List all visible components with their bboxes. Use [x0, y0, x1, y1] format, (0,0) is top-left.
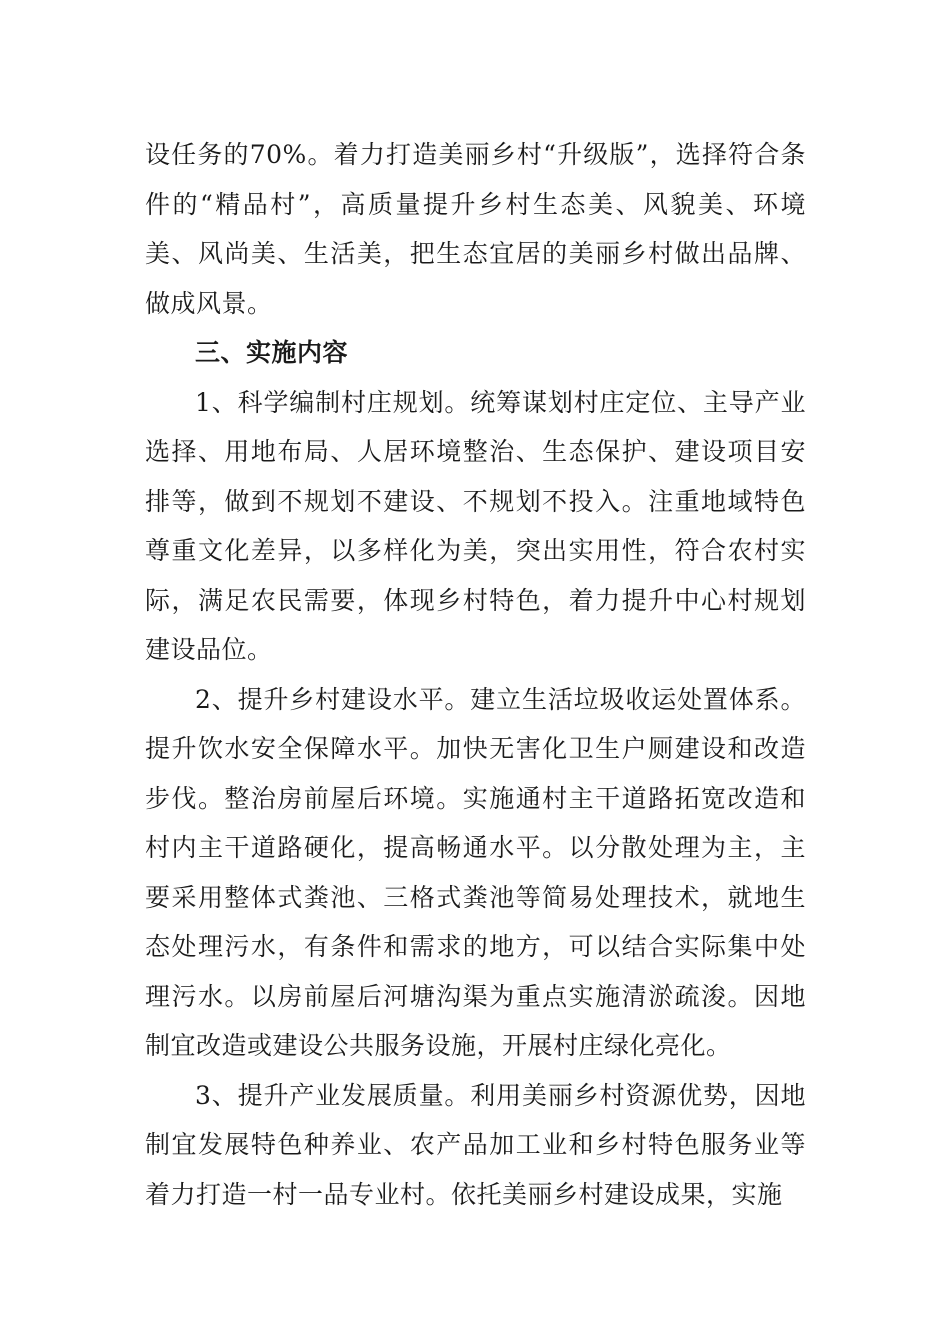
paragraph-intro-continued: 设任务的70%。着力打造美丽乡村“升级版”，选择符合条件的“精品村”，高质量提升乡村生态美、风貌美、环境美、风尚美、生活美，把生态宜居的美丽乡村做出品牌、做成风景。	[145, 140, 806, 318]
document-body	[145, 130, 806, 1219]
paragraph-item-1-village-planning: 1、科学编制村庄规划。统筹谋划村庄定位、主导产业选择、用地布局、人居环境整治、生态保护、建设项目安排等，做到不规划不建设、不规划不投入。注重地域特色尊重文化差异，以多样化为美，突出实用性，符合农村实际，满足农民需要，体现乡村特色，着力提升中心村规划建设品位。	[145, 387, 806, 664]
paragraph-item-2-construction-level: 2、提升乡村建设水平。建立生活垃圾收运处置体系。提升饮水安全保障水平。加快无害化卫生户厕建设和改造步伐。整治房前屋后环境。实施通村主干道路拓宽改造和村内主干道路硬化，提高畅通水平。以分散处理为主，主要采用整体式粪池、三格式粪池等简易处理技术，就地生态处理污水，有条件和需求的地方，可以结合实际集中处理污水。以房前屋后河塘沟渠为重点实施清淤疏浚。因地制宜改造或建设公共服务设施，开展村庄绿化亮化。	[145, 684, 806, 1060]
section-heading-implementation: 三、实施内容	[195, 338, 349, 367]
paragraph-item-3-industry-quality: 3、提升产业发展质量。利用美丽乡村资源优势，因地制宜发展特色种养业、农产品加工业和乡村特色服务业等着力打造一村一品专业村。依托美丽乡村建设成果，实施	[145, 1080, 806, 1209]
